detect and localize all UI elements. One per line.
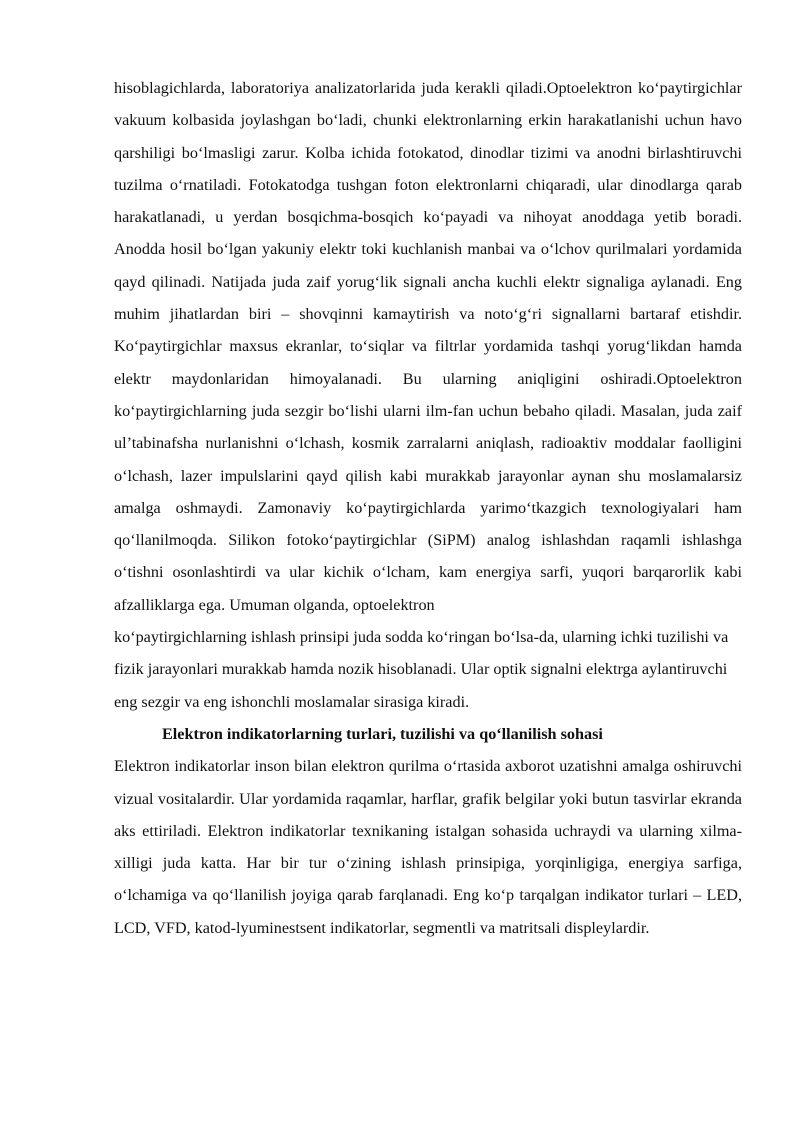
body-paragraph-optoelectron: hisoblagichlarda, laboratoriya analizatorlarida juda kerakli qiladi.Optoelektron ko‘paytirgichlar vakuum kolbasida joylashgan bo‘ladi, chunki elektronlarning erkin harakatlanishi uchun havo qarshiligi bo‘lmasligi zarur. Kolba ichida fotokatod, dinodlar tizimi va anodni birlashtiruvchi tuzilma o‘rnatiladi. Fotokatodga tushgan foton elektronlarni chiqaradi, ular dinodlarga qarab harakatlanadi, u yerdan bosqichma-bosqich ko‘payadi va nihoyat anoddaga yetib boradi. Anodda hosil bo‘lgan yakuniy elektr toki kuchlanish manbai va o‘lchov qurilmalari yordamida qayd qilinadi. Natijada juda zaif yorug‘lik signali ancha kuchli elektr signaliga aylanadi. Eng muhim jihatlardan biri – shovqinni kamaytirish va noto‘g‘ri signallarni bartaraf etishdir. Ko‘paytirgichlar maxsus ekranlar, to‘siqlar va filtrlar yordamida tashqi yorug‘likdan hamda elektr maydonlaridan himoyalanadi. Bu ularning aniqligini oshiradi.Optoelektron ko‘paytirgichlarning juda sezgir bo‘lishi ularni ilm-fan uchun bebaho qiladi. Masalan, juda zaif ul’tabinafsha nurlanishni o‘lchash, kosmik zarralarni aniqlash, radioaktiv moddalar faolligini o‘lchash, lazer impulslarini qayd qilish kabi murakkab jarayonlar aynan shu moslamalarsiz amalga oshmaydi. Zamonaviy ko‘paytirgichlarda yarimo‘tkazgich texnologiyalari ham qo‘llanilmoqda. Silikon fotoko‘paytirgichlar (SiPM) analog ishlashdan raqamli ishlashga o‘tishni osonlashtirdi va ular kichik o‘lcham, kam energiya sarfi, yuqori barqarorlik kabi afzalliklarga ega. Umuman olganda, optoelektron: [114, 79, 742, 614]
section-heading: Elektron indikatorlarning turlari, tuzilishi va qo‘llanilish sohasi: [162, 724, 603, 743]
body-paragraph-indicators: Elektron indikatorlar inson bilan elektron qurilma o‘rtasida axborot uzatishni amalga oshiruvchi vizual vositalardir. Ular yordamida raqamlar, harflar, grafik belgilar yoki butun tasvirlar ekranda aks ettiriladi. Elektron indikatorlar texnikaning istalgan sohasida uchraydi va ularning xilma-xilligi juda katta. Har bir tur o‘zining ishlash prinsipiga, yorqinligiga, energiya sarfiga, o‘lchamiga va qo‘llanilish joyiga qarab farqlanadi. Eng ko‘p tarqalgan indikator turlari – LED, LCD, VFD, katod-lyuminestsent indikatorlar, segmentli va matritsali displeylardir.: [114, 757, 742, 937]
document-page: [114, 72, 742, 944]
body-paragraph-optoelectron-continued: ko‘paytirgichlarning ishlash prinsipi juda sodda ko‘ringan bo‘lsa-da, ularning ichki tuzilishi va fizik jarayonlari murakkab hamda nozik hisoblanadi. Ular optik signalni elektrga aylantiruvchi eng sezgir va eng ishonchli moslamalar sirasiga kiradi.: [114, 628, 729, 711]
